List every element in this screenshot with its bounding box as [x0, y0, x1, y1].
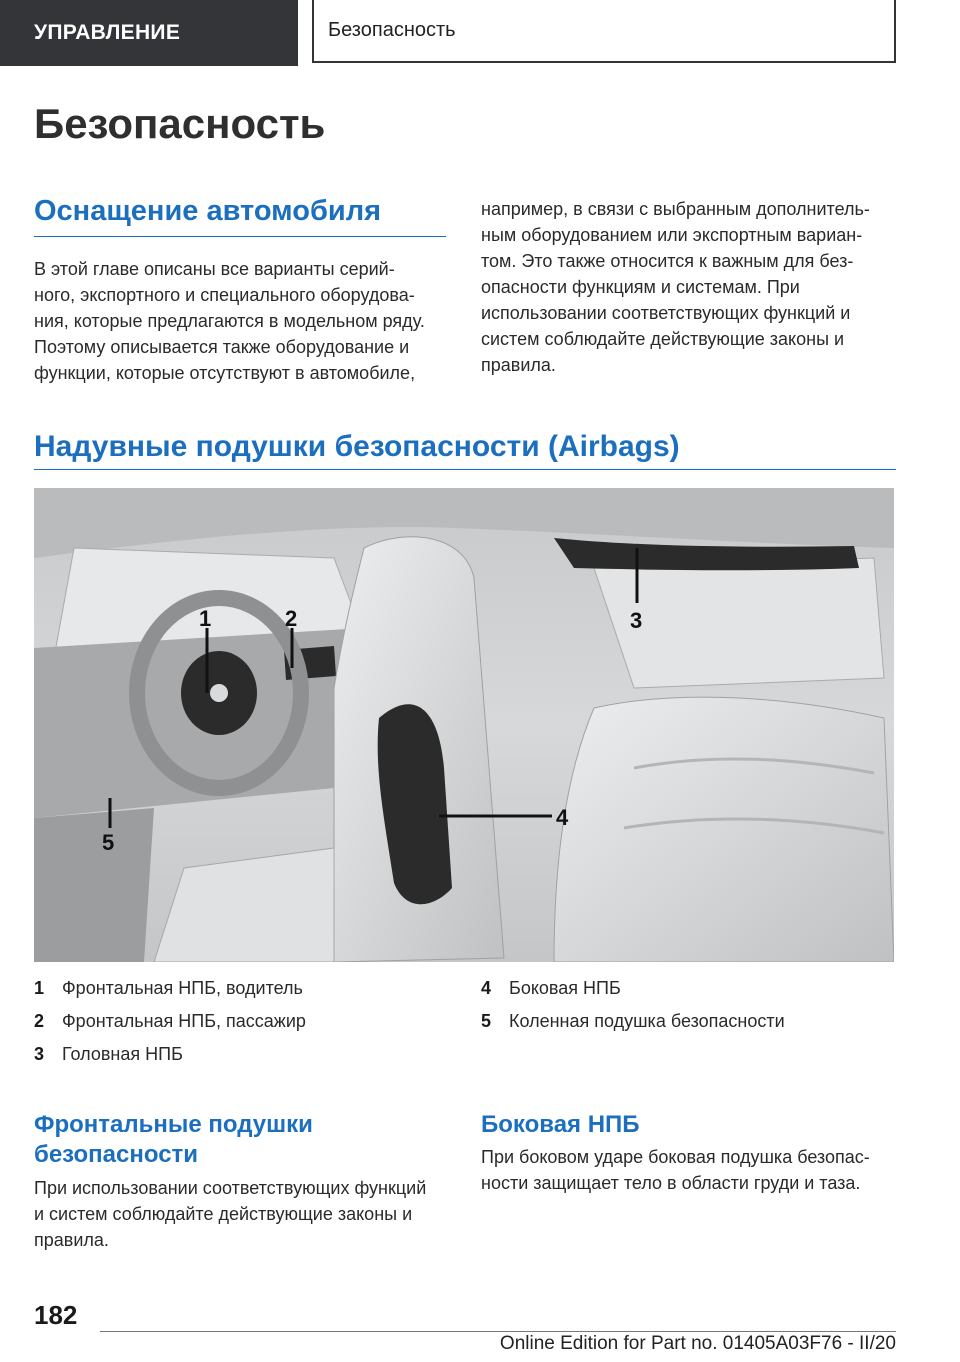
- side-airbag-text: [481, 1144, 901, 1196]
- legend-text: Головная НПБ: [62, 1044, 183, 1064]
- text-line: правила.: [34, 1230, 109, 1250]
- legend-number: 3: [34, 1044, 45, 1064]
- text-line: использовании соответствующих функций и: [481, 303, 851, 323]
- side-airbag-heading: Боковая НПБ: [481, 1111, 640, 1138]
- callout-4: 4: [556, 805, 569, 830]
- heading-line: Фронтальные подушки: [34, 1111, 313, 1138]
- text-line: ния, которые предлагаются в модельном ряду.: [34, 311, 425, 331]
- legend-number: 5: [481, 1011, 492, 1031]
- equipment-heading-rule: [34, 236, 446, 237]
- text-line: ности защищает тело в области груди и таза.: [481, 1173, 861, 1193]
- callout-3: 3: [630, 608, 643, 633]
- page-number: 182: [34, 1300, 78, 1330]
- heading-line: безопасности: [34, 1141, 199, 1168]
- text-line: том. Это также относится к важным для без-: [481, 251, 854, 271]
- text-line: например, в связи с выбранным дополнитель-: [481, 199, 870, 219]
- text-line: систем соблюдайте действующие законы и: [481, 329, 845, 349]
- callout-1: 1: [199, 606, 212, 631]
- text-line: правила.: [481, 355, 556, 375]
- legend-number: 1: [34, 978, 45, 998]
- text-line: и систем соблюдайте действующие законы и: [34, 1204, 413, 1224]
- airbags-heading: Надувные подушки безопасности (Airbags): [34, 430, 680, 463]
- interior-drawing: [34, 488, 894, 962]
- text-line: функции, которые отсутствуют в автомобиле,: [34, 363, 416, 383]
- legend-text: Коленная подушка безопасности: [509, 1011, 785, 1031]
- equipment-text-col1: [34, 256, 454, 386]
- text-line: ным оборудованием или экспортным вариан-: [481, 225, 863, 245]
- equipment-heading: Оснащение автомобиля: [34, 195, 382, 227]
- legend-text: Боковая НПБ: [509, 978, 621, 998]
- text-line: При использовании соответствующих функций: [34, 1178, 427, 1198]
- text-line: ного, экспортного и специального оборудова-: [34, 285, 415, 305]
- airbags-heading-rule: [34, 469, 896, 470]
- section-tab: УПРАВЛЕНИЕ: [0, 0, 298, 66]
- callout-5: 5: [102, 830, 115, 855]
- footer-rule: [100, 1331, 896, 1332]
- legend-text: Фронтальная НПБ, водитель: [62, 978, 303, 998]
- car-interior-airbag-illustration: [34, 488, 894, 962]
- front-airbags-text: [34, 1175, 454, 1253]
- chapter-title: Безопасность: [312, 0, 896, 63]
- page-title: Безопасность: [34, 100, 326, 147]
- front-airbags-heading: [34, 1110, 313, 1170]
- text-line: В этой главе описаны все варианты серий-: [34, 259, 395, 279]
- legend-text: Фронтальная НПБ, пассажир: [62, 1011, 306, 1031]
- callout-2: 2: [285, 606, 298, 631]
- online-edition-note: Online Edition for Part no. 01405A03F76 - II/20: [499, 1333, 896, 1354]
- legend-number: 4: [481, 978, 492, 998]
- text-line: При боковом ударе боковая подушка безопас-: [481, 1147, 870, 1167]
- legend-number: 2: [34, 1011, 45, 1031]
- equipment-text-col2: [481, 196, 901, 378]
- text-line: Поэтому описывается также оборудование и: [34, 337, 410, 357]
- text-line: опасности функциям и системам. При: [481, 277, 800, 297]
